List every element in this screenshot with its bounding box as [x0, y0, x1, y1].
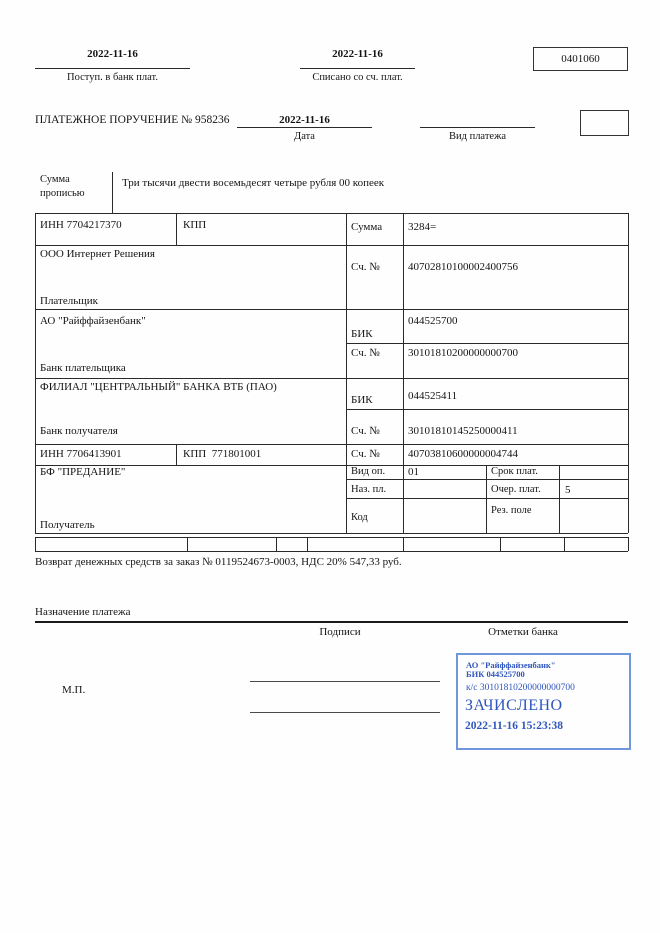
table-border	[35, 213, 36, 533]
table-border	[187, 537, 188, 551]
payee-name: БФ "ПРЕДАНИЕ"	[40, 466, 126, 478]
payee-label: Получатель	[40, 519, 95, 531]
vid-op-value: 01	[408, 466, 419, 478]
document-date: 2022-11-16	[279, 114, 330, 126]
payee-bank-bik: 044525411	[408, 390, 458, 402]
table-border	[500, 537, 501, 551]
table-border	[35, 213, 628, 214]
signature-line-2	[250, 712, 440, 713]
bank-stamp	[456, 653, 631, 750]
kod-label: Код	[351, 512, 368, 523]
amount-words-divider	[112, 172, 113, 213]
vid-op-label: Вид оп.	[351, 466, 386, 477]
form-code-box: 0401060	[533, 47, 628, 71]
table-border	[628, 537, 629, 551]
table-border	[346, 343, 628, 344]
table-border	[276, 537, 277, 551]
payer-bank-account-label: Сч. №	[351, 347, 380, 359]
payee-bank-label: Банк получателя	[40, 425, 118, 437]
signatures-label: Подписи	[319, 626, 361, 638]
payment-type-label: Вид платежа	[448, 131, 506, 142]
payee-bank-account-label: Сч. №	[351, 425, 380, 437]
table-border	[35, 444, 628, 445]
table-border	[403, 213, 404, 533]
table-border	[628, 213, 629, 533]
payer-kpp-label: КПП	[183, 219, 207, 231]
payer-inn: ИНН 7704217370	[40, 219, 122, 231]
payment-purpose-text: Возврат денежных средств за заказ № 0119524673-0003, НДС 20% 547,33 руб.	[35, 556, 402, 568]
payee-bank-bik-label: БИК	[351, 394, 373, 406]
table-border	[559, 465, 560, 533]
payee-bank-account: 30101810145250000411	[408, 425, 518, 437]
payee-account: 40703810600000004744	[408, 448, 518, 460]
amount-in-words: Три тысячи двести восемьдесят четыре рубля 00 копеек	[122, 177, 385, 189]
table-border	[35, 537, 36, 551]
debited-label: Списано со сч. плат.	[312, 72, 403, 83]
table-border	[35, 245, 628, 246]
payer-label: Плательщик	[40, 295, 98, 307]
stamp-status: ЗАЧИСЛЕНО	[465, 697, 563, 714]
payee-account-label: Сч. №	[351, 448, 380, 460]
table-border	[307, 537, 308, 551]
payee-bank-name: ФИЛИАЛ "ЦЕНТРАЛЬНЫЙ" БАНКА ВТБ (ПАО)	[40, 381, 277, 393]
payer-bank-bik: 044525700	[408, 315, 458, 327]
payment-type-box	[580, 110, 629, 136]
naz-pl-label: Наз. пл.	[351, 484, 387, 495]
payer-bank-label: Банк плательщика	[40, 362, 126, 374]
payment-purpose-label: Назначение платежа	[35, 606, 131, 618]
stamp-bik: БИК 044525700	[466, 669, 525, 679]
table-border	[176, 213, 177, 245]
stamp-datetime: 2022-11-16 15:23:38	[465, 720, 564, 732]
payee-kpp: КПП 771801001	[183, 448, 262, 460]
amount-words-label-line1: Сумма	[40, 174, 70, 185]
stamp-place-label: М.П.	[62, 684, 86, 696]
table-border	[176, 444, 177, 465]
table-border	[403, 537, 404, 551]
ocher-plat-label: Очер. плат.	[491, 484, 541, 495]
received-date-underline	[35, 68, 190, 69]
srok-plat-label: Срок плат.	[491, 466, 538, 477]
payer-bank-bik-label: БИК	[351, 328, 373, 340]
debited-date: 2022-11-16	[332, 48, 383, 60]
purpose-underline	[35, 621, 628, 623]
received-in-bank-date: 2022-11-16	[87, 48, 138, 60]
payer-bank-account: 30101810200000000700	[408, 347, 518, 359]
payer-bank-name: АО "Райффайзенбанк"	[40, 315, 146, 327]
debited-date-underline	[300, 68, 415, 69]
payer-account-label: Сч. №	[351, 261, 380, 273]
table-border	[346, 213, 347, 533]
table-border	[35, 537, 628, 538]
table-border	[35, 309, 628, 310]
payer-account: 40702810100002400756	[408, 261, 518, 273]
amount-value: 3284=	[408, 221, 437, 233]
amount-words-label-line2: прописью	[40, 188, 85, 199]
received-in-bank-label: Поступ. в банк плат.	[67, 72, 158, 83]
payer-name: ООО Интернет Решения	[40, 248, 155, 260]
payee-inn: ИНН 7706413901	[40, 448, 122, 460]
rez-pole-label: Рез. поле	[491, 505, 532, 516]
table-border	[346, 409, 628, 410]
document-title: ПЛАТЕЖНОЕ ПОРУЧЕНИЕ № 958236	[35, 114, 230, 126]
table-border	[564, 537, 565, 551]
document-date-underline	[237, 127, 372, 128]
table-border	[35, 551, 628, 552]
bank-marks-label: Отметки банка	[488, 626, 558, 638]
table-border	[346, 498, 628, 499]
table-border	[35, 378, 628, 379]
table-border	[486, 465, 487, 533]
table-border	[346, 479, 628, 480]
date-label: Дата	[294, 131, 315, 142]
amount-label: Сумма	[351, 221, 383, 233]
signature-line-1	[250, 681, 440, 682]
table-border	[35, 533, 628, 534]
stamp-corr-account: к/с 30101810200000000700	[466, 683, 575, 693]
ocher-plat-value: 5	[565, 484, 571, 496]
payment-type-underline	[420, 127, 535, 128]
stamp-bank-name: АО "Райффайзенбанк"	[466, 660, 556, 670]
